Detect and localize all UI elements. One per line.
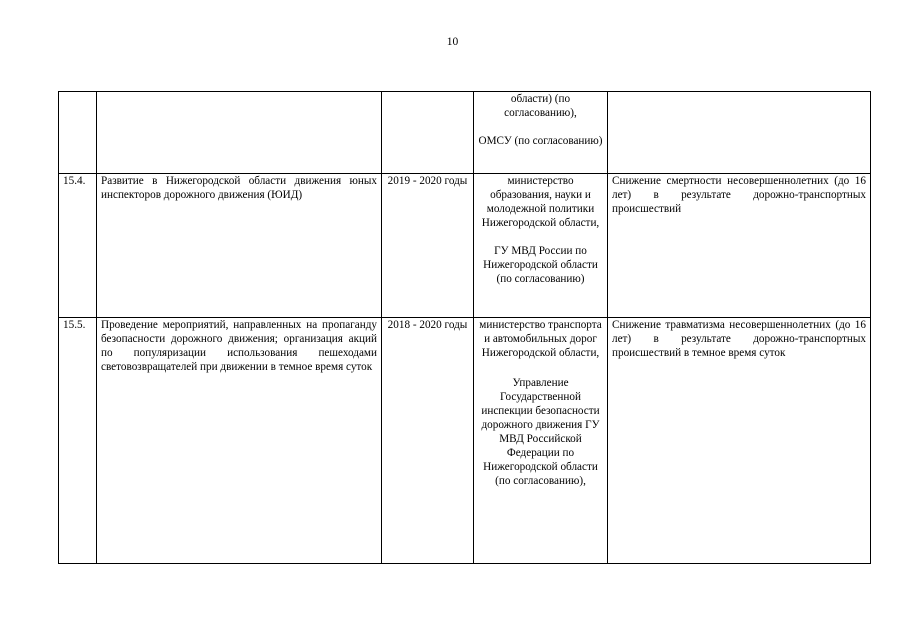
executors-cell xyxy=(474,174,608,318)
table-row xyxy=(59,174,871,318)
table-row xyxy=(59,92,871,174)
executor-text: министерство транспорта и автомобильных дорог Нижегородской области, xyxy=(479,319,602,359)
row-number-cell xyxy=(59,92,97,174)
executor-text: министерство образования, науки и молодежной политики Нижегородской области, xyxy=(481,175,600,229)
measure-cell xyxy=(97,92,382,174)
row-number-cell: 15.4. xyxy=(59,174,97,318)
result-cell: Снижение травматизма несовершеннолетних (до 16 лет) в результате дорожно-транспортных происшествий в темное время суток xyxy=(608,318,871,564)
row-number-cell: 15.5. xyxy=(59,318,97,564)
measure-cell: Развитие в Нижегородской области движения юных инспекторов дорожного движения (ЮИД) xyxy=(97,174,382,318)
period-cell: 2019 - 2020 годы xyxy=(382,174,474,318)
result-cell xyxy=(608,92,871,174)
executors-cell xyxy=(474,92,608,174)
executor-text: ОМСУ (по согласованию) xyxy=(478,135,603,147)
result-cell: Снижение смертности несовершеннолетних (до 16 лет) в результате дорожно-транспортных происшествий xyxy=(608,174,871,318)
measures-table xyxy=(58,91,871,564)
period-cell: 2018 - 2020 годы xyxy=(382,318,474,564)
executor-text: области) (по согласованию), xyxy=(504,93,577,119)
period-cell xyxy=(382,92,474,174)
executors-cell xyxy=(474,318,608,564)
table-row xyxy=(59,318,871,564)
page-number: 10 xyxy=(446,36,459,48)
executor-text: ГУ МВД России по Нижегородской области (по согласованию) xyxy=(483,245,598,285)
measure-cell: Проведение мероприятий, направленных на пропаганду безопасности дорожного движения; организация акций по популяризации использования пешеходами световозвращателей при движении в темное время суток xyxy=(97,318,382,564)
executor-text: Управление Государственной инспекции безопасности дорожного движения ГУ МВД Российской Федерации по Нижегородской области (по согласованию), xyxy=(481,377,600,487)
